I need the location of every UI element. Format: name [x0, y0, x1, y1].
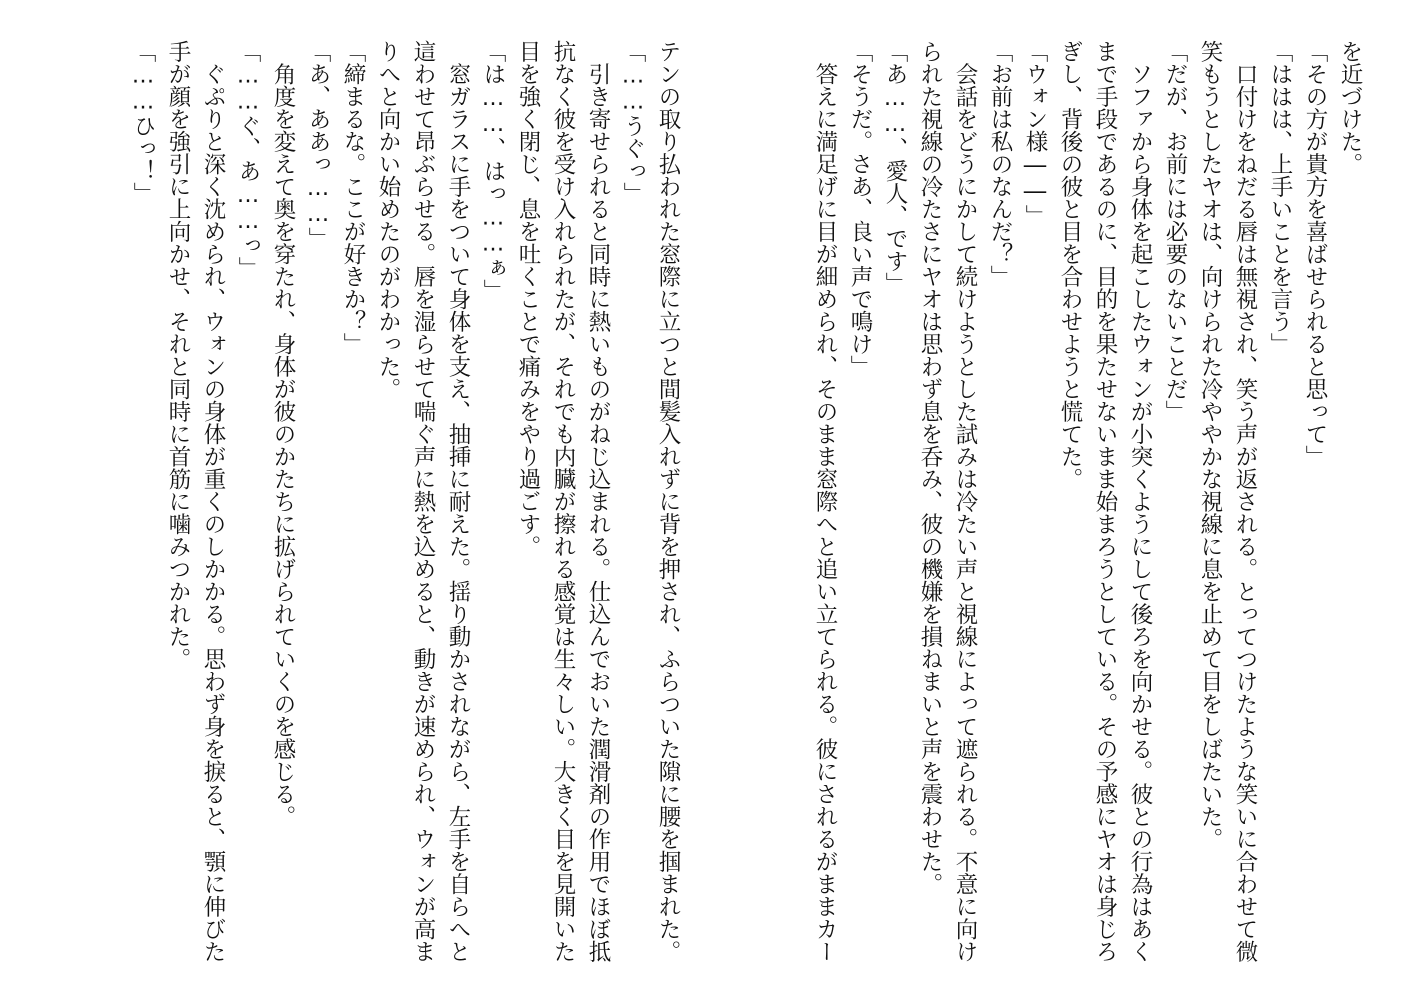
- text-line: 「ははは、上手いことを言う」: [1267, 40, 1293, 355]
- text-column: [444, 0, 472, 1000]
- text-line: 口付けをねだる唇は無視され、笑う声が返される。とってつけたような笑いに合わせて微: [1232, 40, 1258, 963]
- text-line: 「……ひっ！」: [130, 40, 156, 205]
- text-line: 「……うぐっ」: [620, 40, 646, 205]
- text-line: 這わせて昂ぶらせる。唇を湿らせて喘ぐ声に熱を込めると、動きが速められ、ウォンが高ま: [410, 40, 436, 963]
- text-column: [129, 0, 157, 1000]
- text-column: [269, 0, 297, 1000]
- text-line: られた視線の冷たさにヤオは思わず息を呑み、彼の機嫌を損ねまいと声を震わせた。: [917, 40, 943, 895]
- text-column: [549, 0, 577, 1000]
- text-column: [1196, 0, 1224, 1000]
- text-column: [986, 0, 1014, 1000]
- text-column: [164, 0, 192, 1000]
- text-line: 引き寄せられると同時に熱いものがねじ込まれる。仕込んでおいた潤滑剤の作用でほぼ抵: [585, 40, 611, 963]
- text-line: 抗なく彼を受け入れられたが、それでも内臓が擦れる感覚は生々しい。大きく目を見開いた: [550, 40, 576, 963]
- text-line: 角度を変えて奥を穿たれ、身体が彼のかたちに拡げられていくのを感じる。: [270, 40, 296, 828]
- text-line: 答えに満足げに目が細められ、そのまま窓際へと追い立てられる。彼にされるがままカー: [812, 40, 838, 963]
- text-column: [584, 0, 612, 1000]
- text-line: 「あ、ああっ……」: [305, 40, 331, 250]
- text-line: 会話をどうにかして続けようとした試みは冷たい声と視線によって遮られる。不意に向け: [952, 40, 978, 963]
- text-line: 「お前は私のなんだ？」: [987, 40, 1013, 288]
- text-line: を近づけた。: [1337, 40, 1363, 175]
- text-column: [479, 0, 507, 1000]
- text-column: [1336, 0, 1364, 1000]
- text-line: 窓ガラスに手をついて身体を支え、抽挿に耐えた。揺り動かされながら、左手を自らへと: [445, 40, 471, 963]
- text-line: 「そうだ。さあ、良い声で鳴け」: [847, 40, 873, 378]
- text-line: テンの取り払われた窓際に立つと間髪入れずに背を押され、ふらついた隙に腰を掴まれた。: [655, 40, 681, 963]
- text-column: [234, 0, 262, 1000]
- text-line: 手が顔を強引に上向かせ、それと同時に首筋に噛みつかれた。: [165, 40, 191, 670]
- text-line: 目を強く閉じ、息を吐くことで痛みをやり過ごす。: [515, 40, 541, 558]
- text-column: [1301, 0, 1329, 1000]
- text-column: [619, 0, 647, 1000]
- text-column: [1126, 0, 1154, 1000]
- text-line: 「締まるな。ここが好きか？」: [340, 40, 366, 355]
- text-line: 笑もうとしたヤオは、向けられた冷ややかな視線に息を止めて目をしばたいた。: [1197, 40, 1223, 850]
- text-line: ソファから身体を起こしたウォンが小突くようにして後ろを向かせる。彼との行為はあく: [1127, 40, 1153, 963]
- text-column: [304, 0, 332, 1000]
- text-column: [339, 0, 367, 1000]
- text-column: [1266, 0, 1294, 1000]
- text-line: 「だが、お前には必要のないことだ」: [1162, 40, 1188, 423]
- text-column: [916, 0, 944, 1000]
- text-line: りへと向かい始めたのがわかった。: [375, 40, 401, 400]
- text-line: 「は……、はっ……ぁ」: [480, 40, 506, 302]
- text-column: [1021, 0, 1049, 1000]
- text-column: [409, 0, 437, 1000]
- text-column: [1056, 0, 1084, 1000]
- text-line: 「ウォン様――」: [1022, 40, 1048, 227]
- text-column: [199, 0, 227, 1000]
- text-column: [1231, 0, 1259, 1000]
- text-column: [811, 0, 839, 1000]
- text-line: まで手段であるのに、目的を果たせないまま始まろうとしている。その予感にヤオは身じろ: [1092, 40, 1118, 963]
- text-column: [951, 0, 979, 1000]
- text-line: 「その方が貴方を喜ばせられると思って」: [1302, 40, 1328, 468]
- text-line: ぎし、背後の彼と目を合わせようと慌てた。: [1057, 40, 1083, 490]
- text-column: [514, 0, 542, 1000]
- text-column: [881, 0, 909, 1000]
- text-column: [654, 0, 682, 1000]
- text-column: [846, 0, 874, 1000]
- text-column: [1161, 0, 1189, 1000]
- text-column: [1091, 0, 1119, 1000]
- text-line: 「あ……、愛人、です」: [882, 40, 908, 295]
- text-line: 「……ぐ、あ……っ」: [235, 40, 261, 279]
- text-column: [374, 0, 402, 1000]
- text-line: ぐぷりと深く沈められ、ウォンの身体が重くのしかかる。思わず身を捩ると、顎に伸びた: [200, 40, 226, 963]
